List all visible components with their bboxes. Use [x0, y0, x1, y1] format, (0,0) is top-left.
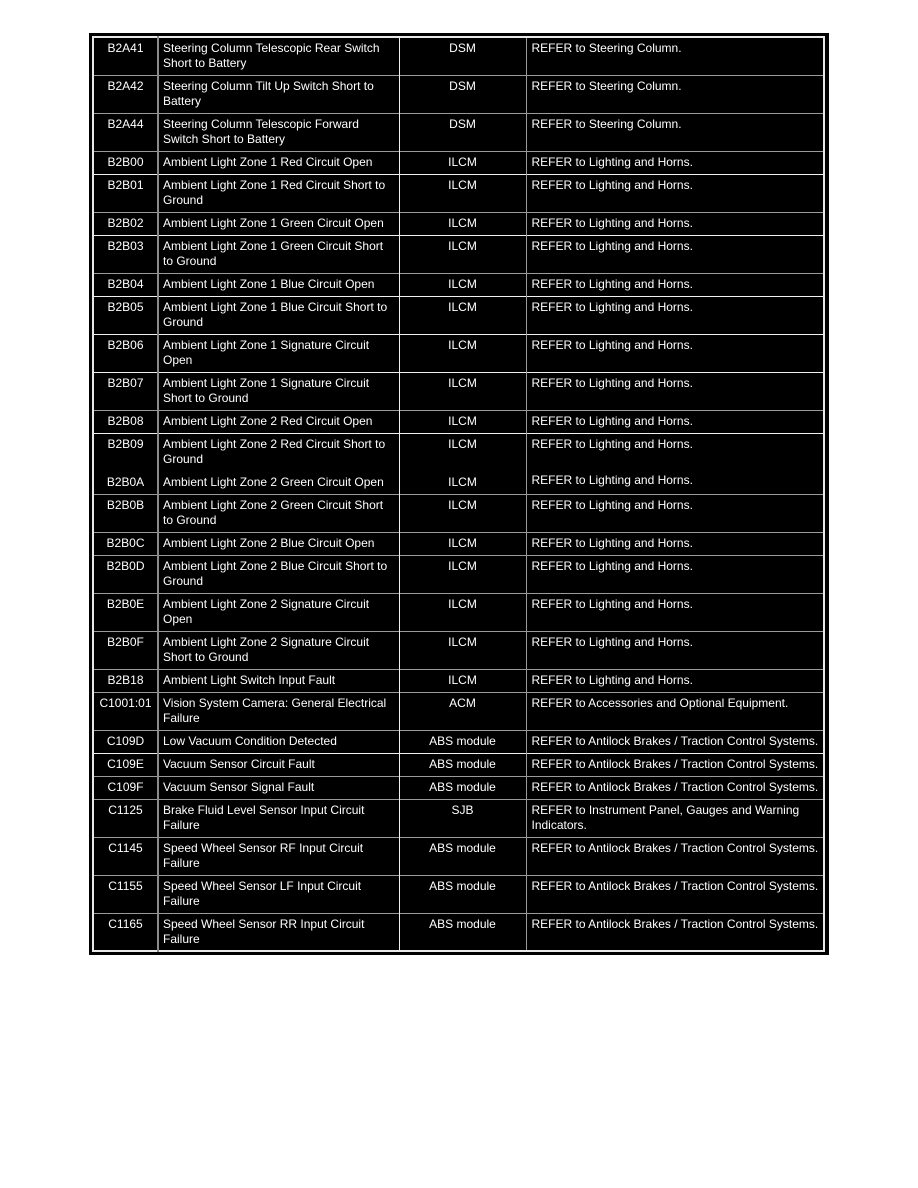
- dtc-description: Steering Column Tilt Up Switch Short to Battery: [158, 75, 399, 113]
- dtc-action: REFER to Lighting and Horns.: [531, 472, 693, 487]
- dtc-action: REFER to Lighting and Horns.: [531, 413, 693, 428]
- table-row: [93, 555, 824, 593]
- dtc-module: ABS module: [399, 875, 526, 913]
- dtc-action: REFER to Lighting and Horns.: [531, 154, 693, 169]
- dtc-action: REFER to Lighting and Horns.: [531, 535, 693, 550]
- dtc-code: B2B00: [93, 151, 158, 174]
- dtc-module: ILCM: [399, 212, 526, 235]
- dtc-module: DSM: [399, 37, 526, 75]
- dtc-action: REFER to Lighting and Horns.: [531, 337, 693, 352]
- dtc-action: REFER to Lighting and Horns.: [531, 558, 693, 573]
- dtc-code: B2B01: [93, 174, 158, 212]
- dtc-action: REFER to Lighting and Horns.: [531, 299, 693, 314]
- dtc-code: C1001:01: [93, 692, 158, 730]
- dtc-code: C109E: [93, 753, 158, 776]
- dtc-description: Speed Wheel Sensor RF Input Circuit Failure: [158, 837, 399, 875]
- dtc-module: ILCM: [399, 296, 526, 334]
- dtc-description: Ambient Light Zone 2 Green Circuit Open: [163, 474, 384, 489]
- dtc-action: REFER to Antilock Brakes / Traction Control Systems.: [531, 756, 819, 771]
- dtc-description: Ambient Light Zone 2 Signature Circuit Open: [158, 593, 399, 631]
- dtc-description: Ambient Light Zone 2 Red Circuit Short to Ground: [163, 436, 386, 466]
- dtc-description-pair: [158, 433, 399, 494]
- table-row: [93, 875, 824, 913]
- table-row: [93, 669, 824, 692]
- dtc-code: B2B02: [93, 212, 158, 235]
- dtc-module: SJB: [399, 799, 526, 837]
- table-row: [93, 174, 824, 212]
- dtc-module: DSM: [399, 75, 526, 113]
- dtc-action-pair: [526, 433, 824, 494]
- table-row: [93, 410, 824, 433]
- table-row: [93, 692, 824, 730]
- dtc-code: B2B0B: [93, 494, 158, 532]
- dtc-action: REFER to Antilock Brakes / Traction Control Systems.: [531, 916, 819, 931]
- dtc-module: ILCM: [448, 474, 477, 489]
- table-row: [93, 273, 824, 296]
- table-row: [93, 113, 824, 151]
- dtc-code: B2B09: [107, 436, 144, 451]
- dtc-code: B2B0A: [106, 474, 145, 489]
- dtc-code: B2B05: [93, 296, 158, 334]
- dtc-module: ILCM: [399, 151, 526, 174]
- dtc-module: ABS module: [399, 776, 526, 799]
- dtc-description: Ambient Light Zone 2 Blue Circuit Open: [158, 532, 399, 555]
- dtc-module: DSM: [399, 113, 526, 151]
- dtc-action: REFER to Lighting and Horns.: [531, 177, 693, 192]
- dtc-module: ILCM: [399, 532, 526, 555]
- dtc-code: C1155: [93, 875, 158, 913]
- table-row: [93, 37, 824, 75]
- table-row: [93, 913, 824, 951]
- dtc-code: B2B07: [93, 372, 158, 410]
- dtc-action: REFER to Lighting and Horns.: [531, 375, 693, 390]
- dtc-module: ILCM: [399, 669, 526, 692]
- dtc-description: Ambient Light Zone 1 Signature Circuit Short to Ground: [158, 372, 399, 410]
- dtc-module: ILCM: [399, 631, 526, 669]
- dtc-code: B2B0D: [93, 555, 158, 593]
- dtc-action: REFER to Antilock Brakes / Traction Control Systems.: [531, 878, 819, 893]
- dtc-description: Ambient Light Zone 1 Blue Circuit Short to Ground: [158, 296, 399, 334]
- dtc-code: C109F: [93, 776, 158, 799]
- dtc-description: Speed Wheel Sensor RR Input Circuit Failure: [158, 913, 399, 951]
- dtc-action: REFER to Antilock Brakes / Traction Control Systems.: [531, 733, 819, 748]
- dtc-code: B2B06: [93, 334, 158, 372]
- dtc-module: ABS module: [399, 913, 526, 951]
- dtc-action: REFER to Instrument Panel, Gauges and Warning Indicators.: [531, 802, 800, 832]
- dtc-module: ILCM: [399, 494, 526, 532]
- table-row: [93, 730, 824, 753]
- table-row: [93, 235, 824, 273]
- dtc-action: REFER to Antilock Brakes / Traction Control Systems.: [531, 779, 819, 794]
- dtc-description: Ambient Light Zone 1 Signature Circuit Open: [158, 334, 399, 372]
- dtc-code: B2A42: [93, 75, 158, 113]
- dtc-description: Low Vacuum Condition Detected: [158, 730, 399, 753]
- dtc-code: B2B08: [93, 410, 158, 433]
- dtc-action: REFER to Lighting and Horns.: [531, 596, 693, 611]
- dtc-module: ILCM: [448, 436, 477, 451]
- dtc-code: C1165: [93, 913, 158, 951]
- table-row: [93, 212, 824, 235]
- dtc-module: ACM: [399, 692, 526, 730]
- dtc-description: Ambient Light Zone 1 Red Circuit Short to Ground: [158, 174, 399, 212]
- dtc-module: ABS module: [399, 730, 526, 753]
- dtc-action: REFER to Steering Column.: [531, 116, 682, 131]
- dtc-description: Ambient Light Zone 2 Signature Circuit Short to Ground: [158, 631, 399, 669]
- dtc-description: Speed Wheel Sensor LF Input Circuit Failure: [158, 875, 399, 913]
- dtc-module: ILCM: [399, 235, 526, 273]
- dtc-action: REFER to Steering Column.: [531, 78, 682, 93]
- dtc-module-pair: [399, 433, 526, 494]
- dtc-module: ILCM: [399, 410, 526, 433]
- dtc-module: ILCM: [399, 593, 526, 631]
- dtc-code: B2B0C: [93, 532, 158, 555]
- dtc-description: Steering Column Telescopic Forward Switch Short to Battery: [158, 113, 399, 151]
- dtc-description: Ambient Light Zone 2 Blue Circuit Short to Ground: [158, 555, 399, 593]
- table-row: [93, 753, 824, 776]
- dtc-action: REFER to Lighting and Horns.: [531, 497, 693, 512]
- dtc-description: Vacuum Sensor Signal Fault: [158, 776, 399, 799]
- dtc-module: ILCM: [399, 555, 526, 593]
- table-row: [93, 799, 824, 837]
- dtc-code: B2B18: [93, 669, 158, 692]
- dtc-code: B2A41: [93, 37, 158, 75]
- table-row: [93, 776, 824, 799]
- dtc-table: [92, 36, 825, 952]
- table-row: [93, 593, 824, 631]
- dtc-description: Ambient Light Zone 1 Blue Circuit Open: [158, 273, 399, 296]
- table-row: [93, 75, 824, 113]
- table-row: [93, 372, 824, 410]
- dtc-code-pair: [93, 433, 158, 494]
- dtc-action: REFER to Antilock Brakes / Traction Control Systems.: [531, 840, 819, 855]
- dtc-description: Ambient Light Zone 1 Red Circuit Open: [158, 151, 399, 174]
- dtc-action: REFER to Lighting and Horns.: [531, 215, 693, 230]
- dtc-module: ILCM: [399, 273, 526, 296]
- dtc-module: ILCM: [399, 334, 526, 372]
- dtc-module: ILCM: [399, 174, 526, 212]
- dtc-code: C1125: [93, 799, 158, 837]
- dtc-code: B2B04: [93, 273, 158, 296]
- dtc-code: B2A44: [93, 113, 158, 151]
- dtc-module: ABS module: [399, 753, 526, 776]
- dtc-description: Ambient Light Switch Input Fault: [158, 669, 399, 692]
- dtc-description: Steering Column Telescopic Rear Switch Short to Battery: [158, 37, 399, 75]
- table-row: [93, 334, 824, 372]
- dtc-description: Vision System Camera: General Electrical Failure: [158, 692, 399, 730]
- table-row: [93, 532, 824, 555]
- dtc-action: REFER to Lighting and Horns.: [531, 276, 693, 291]
- dtc-action: REFER to Steering Column.: [531, 41, 682, 55]
- dtc-description: Ambient Light Zone 2 Red Circuit Open: [158, 410, 399, 433]
- dtc-code: B2B0E: [93, 593, 158, 631]
- table-row: [93, 631, 824, 669]
- dtc-action: REFER to Lighting and Horns.: [531, 634, 693, 649]
- dtc-action: REFER to Lighting and Horns.: [531, 238, 693, 253]
- dtc-module: ILCM: [399, 372, 526, 410]
- dtc-description: Ambient Light Zone 1 Green Circuit Open: [158, 212, 399, 235]
- dtc-module: ABS module: [399, 837, 526, 875]
- dtc-action: REFER to Lighting and Horns.: [531, 672, 693, 687]
- table-row: [93, 494, 824, 532]
- table-row: [93, 296, 824, 334]
- dtc-code: B2B0F: [93, 631, 158, 669]
- dtc-description: Vacuum Sensor Circuit Fault: [158, 753, 399, 776]
- table-row: [93, 837, 824, 875]
- dtc-code: C109D: [93, 730, 158, 753]
- table-row: [93, 433, 824, 494]
- dtc-action: REFER to Lighting and Horns.: [531, 436, 693, 451]
- dtc-description: Ambient Light Zone 2 Green Circuit Short to Ground: [158, 494, 399, 532]
- dtc-code: C1145: [93, 837, 158, 875]
- dtc-action: REFER to Accessories and Optional Equipment.: [531, 695, 789, 710]
- dtc-description: Brake Fluid Level Sensor Input Circuit Failure: [158, 799, 399, 837]
- dtc-code: B2B03: [93, 235, 158, 273]
- dtc-description: Ambient Light Zone 1 Green Circuit Short to Ground: [158, 235, 399, 273]
- table-row: [93, 151, 824, 174]
